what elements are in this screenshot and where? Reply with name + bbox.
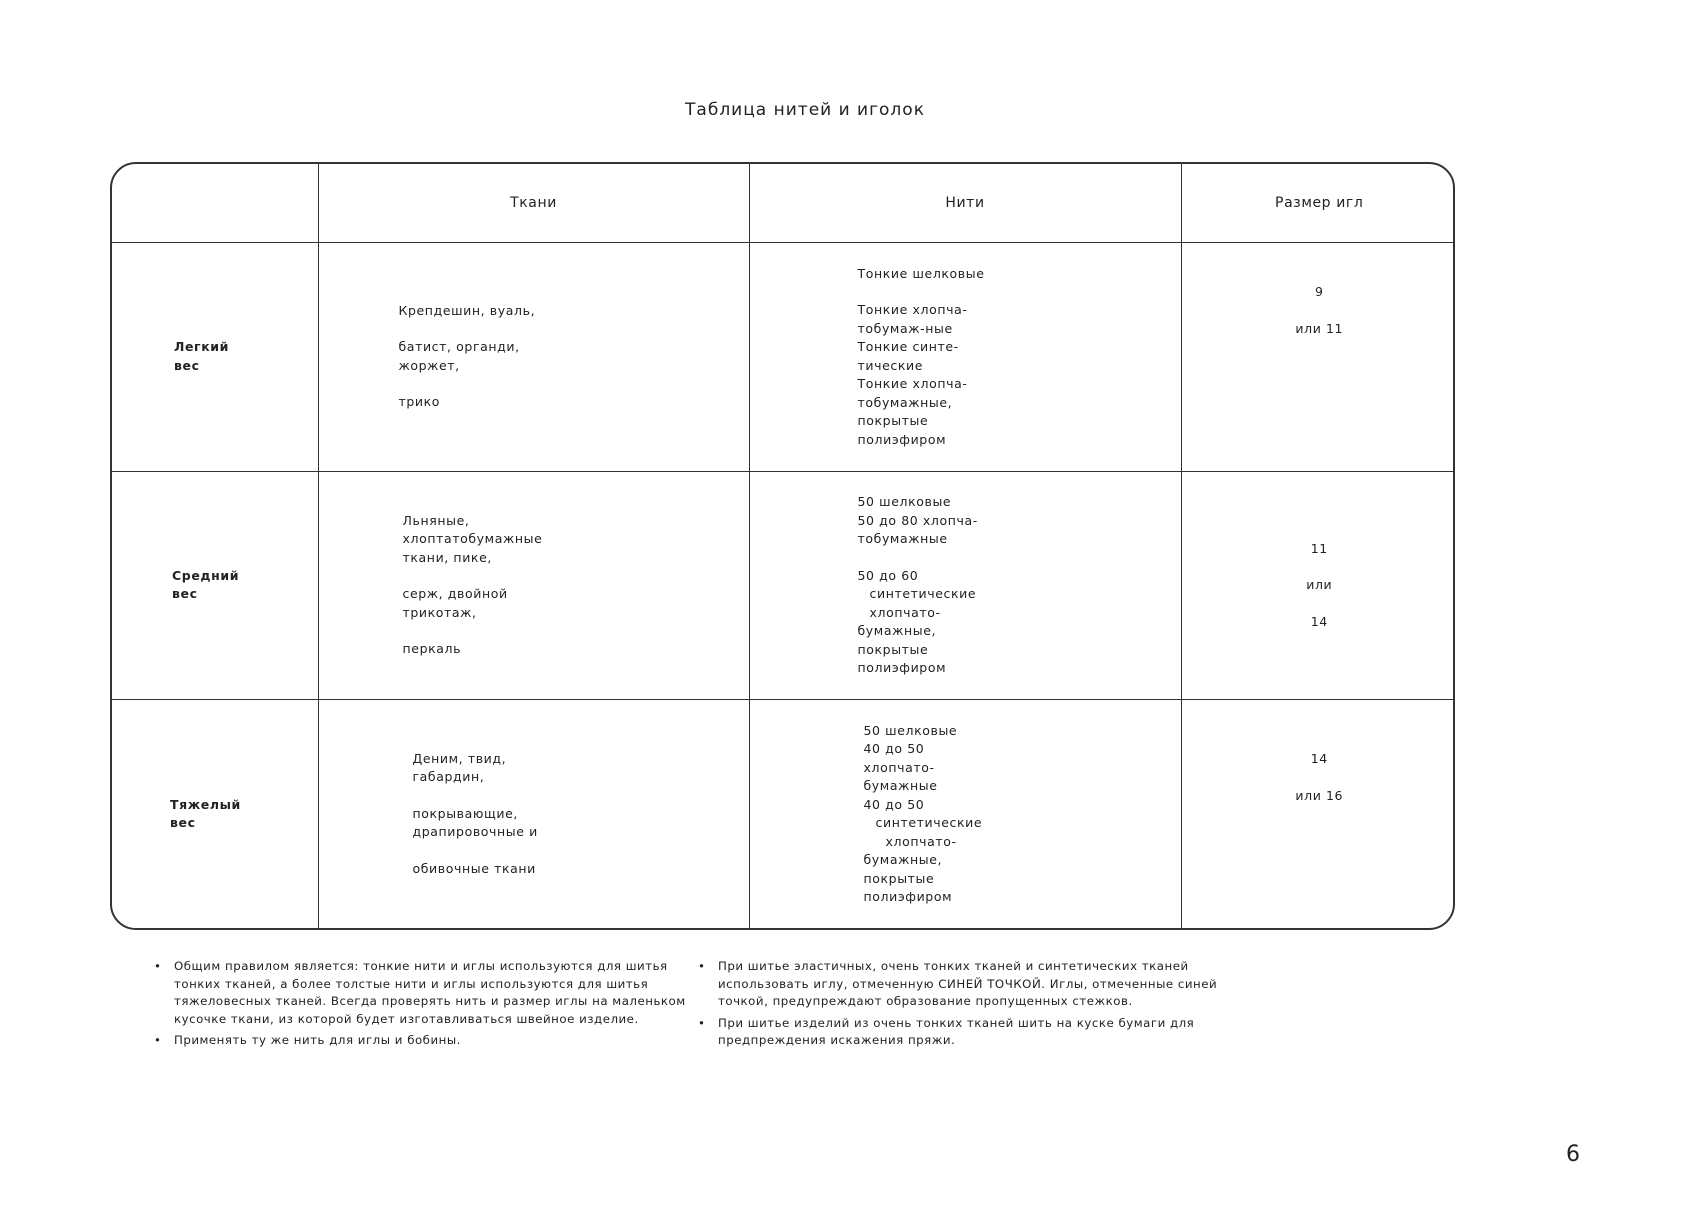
- fabric-line: габардин,: [412, 769, 485, 785]
- note-item: [694, 1015, 1234, 1050]
- threads-cell: [749, 700, 1181, 929]
- thread-line: Тонкие хлопча-: [857, 376, 968, 391]
- thread-line: полиэфиром: [863, 889, 953, 904]
- fabric-line: Льняные,: [402, 512, 470, 528]
- thread-line: полиэфиром: [857, 660, 947, 675]
- weight-line: вес: [172, 586, 198, 602]
- thread-line: 40 до 50: [863, 796, 925, 812]
- note-text: Общим правилом является: тонкие нити и иглы используются для шитья тонких тканей, а более толстые нити и иглы используются для шитья тяжеловесных тканей. Всегда проверять нить и размер иглы на маленьком кусочке ткани, из которой будет изготавливаться швейное изделие.: [174, 959, 686, 1026]
- thread-needle-table: [110, 162, 1455, 930]
- size-line: или: [1306, 577, 1333, 592]
- thread-line: покрытые: [857, 413, 929, 428]
- thread-line: бумажные,: [863, 852, 943, 867]
- fabric-line: серж, двойной: [402, 586, 508, 602]
- thread-line: синтетические: [869, 586, 977, 601]
- weight-line: вес: [174, 357, 200, 373]
- size-line: 14: [1310, 613, 1328, 629]
- fabric-line: покрывающие,: [412, 805, 518, 821]
- header-weight: [112, 164, 318, 243]
- fabric-line: Деним, твид,: [412, 750, 507, 766]
- thread-line: 50 шелковые: [857, 494, 952, 509]
- notes-right: [694, 958, 1234, 1054]
- size-line: 9: [1314, 284, 1324, 299]
- fabrics-cell: [318, 700, 749, 929]
- needle-size-cell: [1181, 243, 1455, 472]
- fabric-line: перкаль: [402, 641, 462, 657]
- size-line: 14: [1310, 751, 1328, 766]
- note-text: При шитье изделий из очень тонких тканей шить на куске бумаги для предпреждения искажения пряжи.: [718, 1015, 1195, 1047]
- weight-cell: [112, 471, 318, 700]
- header-needle-size: Размер игл: [1181, 164, 1455, 243]
- thread-line: тобумажные: [857, 531, 948, 546]
- note-item: [694, 958, 1234, 1011]
- fabric-line: трикотаж,: [402, 604, 477, 620]
- thread-line: тобумажные,: [857, 394, 953, 410]
- fabrics-cell: [318, 243, 749, 472]
- table-row-medium: [112, 471, 1455, 700]
- fabric-line: Крепдешин, вуаль,: [398, 302, 536, 318]
- bullet-icon: •: [698, 959, 706, 973]
- thread-line: 50 до 60: [857, 567, 919, 583]
- fabric-line: трико: [398, 394, 441, 410]
- thread-line: тические: [857, 357, 924, 373]
- thread-line: хлопчато-: [863, 759, 935, 775]
- weight-line: вес: [170, 815, 196, 830]
- thread-line: тобумаж-ные: [857, 320, 953, 336]
- size-line: или 16: [1295, 787, 1344, 803]
- page-number: 6: [1566, 1142, 1580, 1167]
- thread-line: бумажные,: [857, 623, 937, 638]
- threads-cell: [749, 243, 1181, 472]
- thread-line: полиэфиром: [857, 431, 947, 447]
- fabric-line: ткани, пике,: [402, 549, 492, 565]
- weight-line: Тяжелый: [170, 796, 241, 812]
- thread-line: покрытые: [857, 641, 929, 657]
- header-fabrics: Ткани: [318, 164, 749, 243]
- fabric-line: жоржет,: [398, 357, 460, 373]
- weight-line: Средний: [172, 567, 240, 583]
- thread-line: Тонкие хлопча-: [857, 302, 968, 317]
- note-item: [150, 1032, 690, 1050]
- note-text: Применять ту же нить для иглы и бобины.: [174, 1033, 461, 1047]
- table-row-light: [112, 243, 1455, 472]
- weight-cell: [112, 700, 318, 929]
- bullet-icon: •: [698, 1015, 706, 1030]
- notes-left: [150, 958, 690, 1054]
- fabric-line: батист, органди,: [398, 339, 520, 355]
- threads-cell: [749, 471, 1181, 700]
- thread-line: синтетические: [875, 815, 983, 830]
- fabric-line: хлоптатобумажные: [402, 531, 543, 547]
- table-header-row: [112, 164, 1455, 243]
- table-grid: [112, 164, 1455, 928]
- needle-size-cell: [1181, 471, 1455, 700]
- thread-line: 40 до 50: [863, 741, 925, 756]
- bullet-icon: •: [154, 1033, 162, 1047]
- weight-cell: [112, 243, 318, 472]
- thread-line: покрытые: [863, 870, 935, 886]
- thread-line: 50 шелковые: [863, 722, 958, 738]
- thread-line: Тонкие шелковые: [857, 265, 985, 281]
- note-text: При шитье эластичных, очень тонких тканей и синтетических тканей использовать иглу, отмеченную СИНЕЙ ТОЧКОЙ. Иглы, отмеченные синей точкой, предупреждают образование пропущенных стежков.: [718, 959, 1218, 1008]
- size-line: или 11: [1295, 320, 1344, 336]
- table-row-heavy: [112, 700, 1455, 929]
- size-line: 11: [1310, 540, 1328, 556]
- needle-size-cell: [1181, 700, 1455, 929]
- fabric-line: драпировочные и: [412, 824, 538, 840]
- page-title: Таблица нитей и иголок: [685, 100, 925, 120]
- fabric-line: обивочные ткани: [412, 860, 536, 876]
- thread-line: Тонкие синте-: [857, 339, 959, 354]
- weight-line: Легкий: [174, 339, 229, 355]
- header-threads: Нити: [749, 164, 1181, 243]
- thread-line: 50 до 80 хлопча-: [857, 512, 978, 528]
- thread-line: бумажные: [863, 778, 938, 793]
- fabrics-cell: [318, 471, 749, 700]
- note-item: [150, 958, 690, 1028]
- bullet-icon: •: [154, 959, 162, 973]
- thread-line: хлопчато-: [869, 604, 941, 620]
- thread-line: хлопчато-: [885, 833, 957, 849]
